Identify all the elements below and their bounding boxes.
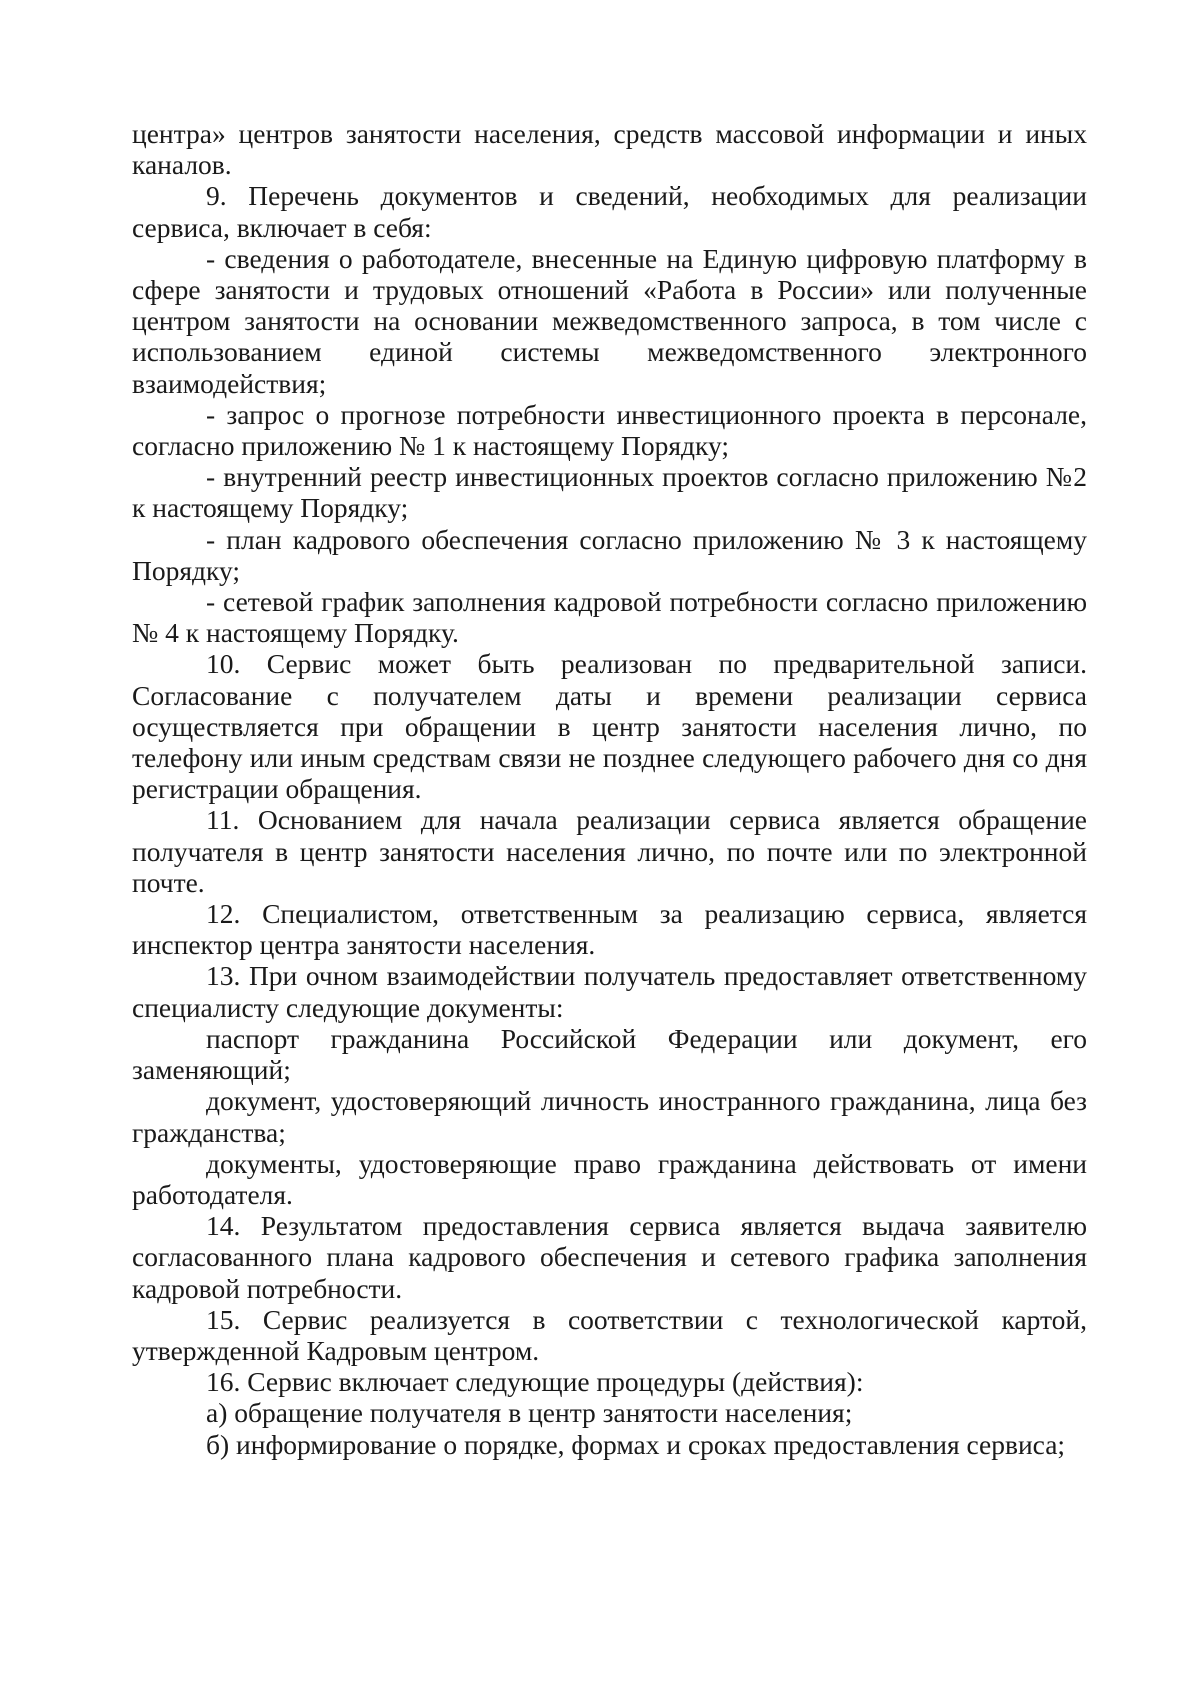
paragraph-item-11: 11. Основанием для начала реализации сервиса является обращение получателя в центр занятости населения лично, по почте или по электронной почте.	[132, 804, 1087, 898]
paragraph-item-10: 10. Сервис может быть реализован по предварительной записи. Согласование с получателем даты и времени реализации сервиса осуществляется при обращении в центр занятости населения лично, по телефону или иным средствам связи не позднее следующего рабочего дня со дня регистрации обращения.	[132, 648, 1087, 805]
paragraph-staffing-plan: - план кадрового обеспечения согласно приложению № 3 к настоящему Порядку;	[132, 523, 1087, 586]
paragraph-item-13: 13. При очном взаимодействии получатель предоставляет ответственному специалисту следующие документы:	[132, 960, 1087, 1023]
paragraph-item-15: 15. Сервис реализуется в соответствии с технологической картой, утвержденной Кадровым центром.	[132, 1303, 1087, 1366]
paragraph-network-schedule: - сетевой график заполнения кадровой потребности согласно приложению № 4 к настоящему Порядку.	[132, 586, 1087, 649]
paragraph-item-9: 9. Перечень документов и сведений, необходимых для реализации сервиса, включает в себя:	[132, 180, 1087, 243]
document-body	[132, 118, 1087, 1460]
paragraph-item-12: 12. Специалистом, ответственным за реализацию сервиса, является инспектор центра занятости населения.	[132, 898, 1087, 961]
paragraph-internal-registry: - внутренний реестр инвестиционных проектов согласно приложению №2 к настоящему Порядку;	[132, 461, 1087, 524]
paragraph-authority-docs: документы, удостоверяющие право гражданина действовать от имени работодателя.	[132, 1147, 1087, 1210]
paragraph-continuation: центра» центров занятости населения, средств массовой информации и иных каналов.	[132, 118, 1087, 181]
paragraph-employer-info: - сведения о работодателе, внесенные на Единую цифровую платформу в сфере занятости и трудовых отношений «Работа в России» или полученные центром занятости на основании межведомственного запроса, в том числе с использованием единой системы межведомственного электронного взаимодействия;	[132, 242, 1087, 399]
paragraph-passport: паспорт гражданина Российской Федерации или документ, его заменяющий;	[132, 1022, 1087, 1086]
paragraph-procedure-a: а) обращение получателя в центр занятости населения;	[206, 1397, 853, 1429]
paragraph-forecast-request: - запрос о прогнозе потребности инвестиционного проекта в персонале, согласно приложению № 1 к настоящему Порядку;	[132, 398, 1087, 462]
paragraph-item-14: 14. Результатом предоставления сервиса является выдача заявителю согласованного плана кадрового обеспечения и сетевого графика заполнения кадровой потребности.	[132, 1210, 1087, 1304]
paragraph-item-16: 16. Сервис включает следующие процедуры (действия):	[206, 1366, 864, 1398]
paragraph-foreign-id: документ, удостоверяющий личность иностранного гражданина, лица без гражданства;	[132, 1085, 1087, 1148]
paragraph-procedure-b: б) информирование о порядке, формах и сроках предоставления сервиса;	[206, 1428, 1066, 1460]
